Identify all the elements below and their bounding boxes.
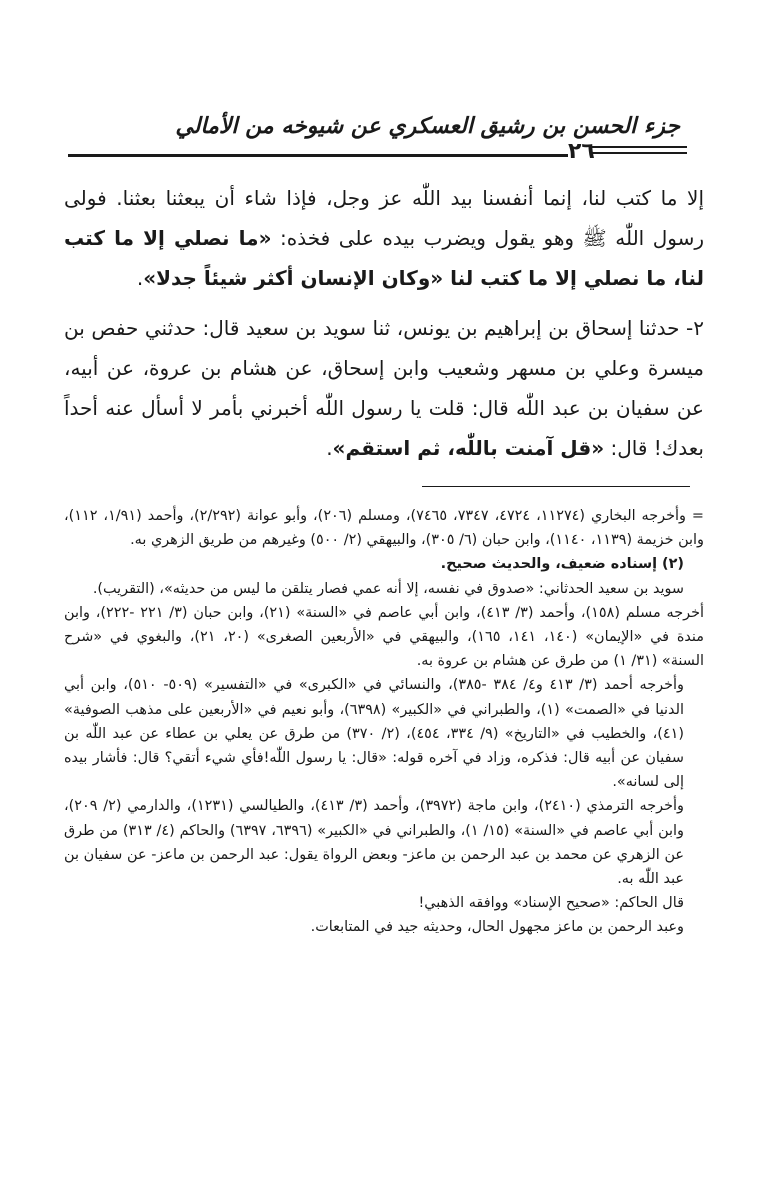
footnote-2-conclusion: وعبد الرحمن بن ماعز مجهول الحال، وحديثه جيد في المتابعات. [310, 919, 684, 936]
paragraph-1-end: . [136, 266, 144, 290]
footnote-2-heading: (٢) إسناده ضعيف، والحديث صحيح. [440, 556, 684, 573]
footnotes [64, 504, 704, 940]
paragraph-2-quote: «قل آمنت باللّٰه، ثم استقم» [332, 436, 605, 460]
running-title: جزء الحسن بن رشيق العسكري عن شيوخه من الأمالي [175, 114, 680, 139]
footnote-2-sources-2: وأخرجه أحمد (٣/ ٤١٣ و٤/ ٣٨٤ -٣٨٥)، والنسائي في «الكبرى» في «التفسير» (٥٠٩- ٥١٠)، وابن أبي الدنيا في «الصمت» (١)، والطبراني في «الكبير» (٦٣٩٨)، وأبو نعيم في «الأربعين على مذهب الصوفية» (٤١)، والخطيب في «التاريخ» (٩/ ٣٣٤، ٤٥٤)، (٢/ ٣٧٠) من طرق عن يعلي بن عطاء عن عبد اللّٰه بن سفيان عن أبيه قال: فذكره، وزاد في آخره قوله: «قال: يا رسول اللّٰه!فأي شيء أتقي؟ قال: فأشار بيده إلى لسانه». [64, 677, 684, 791]
footnote-2-hakim: قال الحاكم: «صحيح الإسناد» ووافقه الذهبي! [418, 895, 684, 912]
paragraph-1-quote: «ما نصلي إلا ما كتب لنا، ما نصلي إلا ما كتب لنا «وكان الإنسان أكثر شيئاً جدلا» [64, 226, 704, 290]
page-number: ٢٦ [568, 139, 595, 164]
footnote-2-narrator: سويد بن سعيد الحدثاني: «صدوق في نفسه، إلا أنه عمي فصار يتلقن ما ليس من حديثه»، (التقريب). [92, 580, 684, 597]
paragraph-2-end: . [326, 436, 333, 460]
footnote-1: = وأخرجه البخاري (١١٢٧٤، ٤٧٢٤، ٧٣٤٧، ٧٤٦٥)، ومسلم (٢٠٦)، وأبو عوانة (٢/٢٩٢)، وأحمد (١/٩١، ١١٢)، وابن خزيمة (١١٣٩، ١١٤٠)، وابن حبان (٦/ ٣٠٥)، والبيهقي (٢/ ٥٠٠) وغيرهم من طريق الزهري به. [64, 508, 704, 549]
footnote-separator [422, 486, 690, 487]
paragraph-1-text: إلا ما كتب لنا، إنما أنفسنا بيد اللّٰه عز وجل، فإذا شاء أن يبعثنا بعثنا. فولى رسول اللّٰه ﷺ وهو يقول ويضرب بيده على فخذه: [64, 186, 705, 250]
footnote-2-sources-1: أخرجه مسلم (١٥٨)، وأحمد (٣/ ٤١٣)، وابن أبي عاصم في «السنة» (٢١)، وابن حبان (٣/ ٢٢١ -٢٢٢)، وابن مندة في «الإيمان» (١٤٠، ١٤١، ١٦٥)، والبيهقي في «الأربعين الصغرى» (٢٠، ٢١)، والبغوي في «شرح السنة» (٣١/ ١) من طرق عن هشام بن عروة به. [64, 604, 704, 670]
header-rule [68, 154, 568, 157]
paragraph-1 [64, 178, 704, 298]
header-double-rule [592, 146, 687, 154]
paragraph-2 [64, 308, 704, 468]
paragraph-2-text: ٢- حدثنا إسحاق بن إبراهيم بن يونس، ثنا سويد بن سعيد قال: حدثني حفص بن ميسرة وعلي بن مسهر وشعيب وابن إسحاق، عن هشام بن عروة، عن أبيه، عن سفيان بن عبد اللّٰه قال: قلت يا رسول اللّٰه أخبرني بأمر لا أسأل عنه أحداً بعدك! قال: [64, 316, 704, 460]
footnote-2-sources-3: وأخرجه الترمذي (٢٤١٠)، وابن ماجة (٣٩٧٢)، وأحمد (٣/ ٤١٣)، والطيالسي (١٢٣١)، والدارمي (٢/ ٢٠٩)، وابن أبي عاصم في «السنة» (١٥/ ١)، والطبراني في «الكبير» (٦٣٩٦، ٦٣٩٧) والحاكم (٤/ ٣١٣) من طرق عن الزهري عن محمد بن عبد الرحمن بن ماعز- وبعض الرواة يقول: عبد الرحمن بن ماعز- عن سفيان بن عبد اللّٰه به. [64, 798, 684, 888]
main-text [64, 178, 704, 468]
